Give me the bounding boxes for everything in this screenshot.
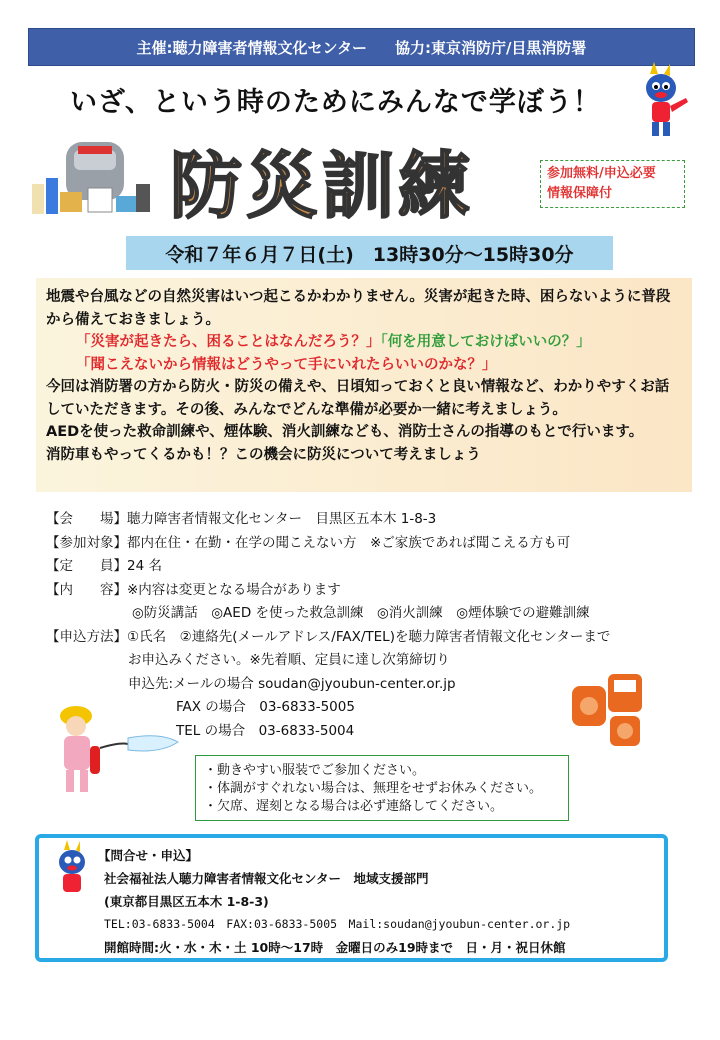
apply-method-2: お申込みください。※先着順、定員に達し次第締切り <box>128 652 450 668</box>
apply-tel: TEL の場合 03-6833-5004 <box>176 722 355 739</box>
intro-box <box>36 278 692 492</box>
intro-paragraph-1: 地震や台風などの自然災害はいつ起こるかわかりません。災害が起きた時、困らないように普段から備えておきましょう。 <box>46 289 671 328</box>
participation-info-box <box>540 160 685 208</box>
mascot-icon <box>632 62 690 142</box>
top-banner <box>28 28 695 66</box>
contact-info <box>98 844 658 959</box>
target: 【参加対象】都内在住・在勤・在学の聞こえない方 ※ご家族であれば聞こえる方も可 <box>46 534 571 551</box>
intro-paragraph-2: 今回は消防署の方から防火・防災の備えや、日頃知っておくと良い情報など、わかりやすくお話していただきます。その後、みんなでどんな準備が必要か一緒に考えましょう。 <box>46 379 670 418</box>
apply-mail: 申込先:メールの場合 soudan@jyoubun-center.or.jp <box>128 675 456 692</box>
intro-paragraph-4: 消防車もやってくるかも！？この機会に防災について考えましょう <box>46 446 481 463</box>
contact-hours: 開館時間:火・水・木・土 10時～17時 金曜日のみ19時まで 日・月・祝日休館 <box>104 940 566 955</box>
contact-address: (東京都目黒区五本木 1-8-3) <box>104 894 269 909</box>
free-box-line1: 参加無料/申込必要 <box>547 166 656 181</box>
headline: いざ、という時のためにみんなで学ぼう！ <box>70 87 601 118</box>
intro-questions-1 <box>46 331 682 354</box>
free-box-line2: 情報保障付 <box>547 186 613 201</box>
extinguisher-child-icon <box>50 702 180 802</box>
content-items: ◎防災講話 ◎AED を使った救急訓練 ◎消火訓練 ◎煙体験での避難訓練 <box>132 605 590 621</box>
apply-fax: FAX の場合 03-6833-5005 <box>176 699 355 715</box>
question-3: 「聞こえないから情報はどうやって手にいれたらいいのかな？」 <box>76 356 497 373</box>
organizer-text: 主催:聴力障害者情報文化センター <box>136 38 367 57</box>
question-2: 「何を用意しておけばいいの？」 <box>380 334 591 350</box>
note-item: ・体調がすぐれない場合は、無理をせずお休みください。 <box>204 781 543 796</box>
content: 【内 容】※内容は変更となる場合があります <box>46 581 341 598</box>
apply-method: 【申込方法】①氏名 ②連絡先(メールアドレス/FAX/TEL)を聴力障害者情報文化センターまで <box>46 628 611 645</box>
notes-box <box>195 755 569 821</box>
intro-paragraph-3: AEDを使った救命訓練や、煙体験、消火訓練なども、消防士さんの指導のもとで行います。 <box>46 424 644 440</box>
emergency-kit-icon <box>32 140 152 216</box>
event-date: 令和７年６月７日(土) 13時30分～15時30分 <box>126 236 613 270</box>
venue: 【会 場】聴力障害者情報文化センター 目黒区五本木 1-8-3 <box>46 511 437 527</box>
contact-org: 社会福祉法人聴力障害者情報文化センター 地域支援部門 <box>104 871 429 886</box>
alarm-device-icon <box>568 672 646 752</box>
note-item: ・欠席、遅刻となる場合は必ず連絡してください。 <box>204 799 504 814</box>
note-item: ・動きやすい服装でご参加ください。 <box>204 763 426 778</box>
mascot-small-icon <box>50 840 96 900</box>
question-1: 「災害が起きたら、困ることはなんだろう？」 <box>76 334 381 350</box>
contact-phones: TEL:03-6833-5004 FAX:03-6833-5005 Mail:soudan@jyoubun-center.or.jp <box>104 917 571 931</box>
contact-heading: 【問合せ・申込】 <box>98 848 199 863</box>
capacity: 【定 員】24 名 <box>46 558 162 574</box>
main-title: 防災訓練 <box>170 144 475 228</box>
cooperation-text: 協力:東京消防庁/目黒消防署 <box>394 38 587 57</box>
